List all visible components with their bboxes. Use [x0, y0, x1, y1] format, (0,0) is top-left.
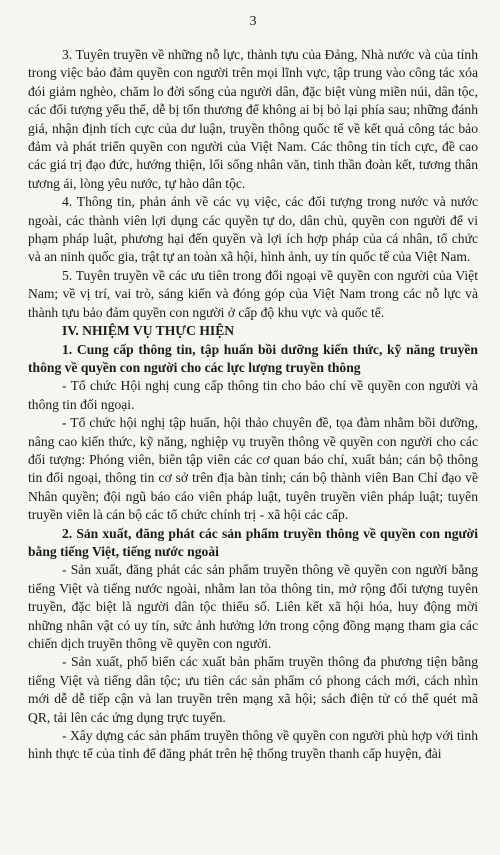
section-heading: IV. NHIỆM VỤ THỰC HIỆN — [62, 323, 235, 339]
subsection-2-paragraph: - Xây dựng các sản phẩm truyền thông về quyền con người phù hợp với tình hình thực tế của tỉnh để đăng phát trên hệ thống truyền thanh cấp huyện, đài — [28, 728, 478, 762]
paragraph-4: 4. Thông tin, phản ánh về các vụ việc, các đối tượng trong nước và nước ngoài, các thành viên lợi dụng các quyền tự do, dân chủ, quyền con người để vi phạm pháp luật, phương hại đến quyền và lợi ích hợp pháp của cá nhân, tổ chức và an ninh quốc gia, trật tự an toàn xã hội, hình ảnh, uy tín quốc tế của Việt Nam. — [28, 194, 478, 265]
paragraph-3: 3. Tuyên truyền về những nỗ lực, thành tựu của Đảng, Nhà nước và của tỉnh trong việc bảo đảm quyền con người trên mọi lĩnh vực, tập trung vào công tác xóa đói giảm nghèo, chăm lo đời sống của người dân, đặc biệt vùng miền núi, dân tộc, các đối tượng yếu thế, dễ bị tổn thương để không ai bị bỏ lại phía sau; những đánh giá, nhận định tích cực của dư luận, truyền thông quốc tế về kết quả công tác bảo đảm và phát triển quyền con người của Việt Nam. Các thông tin tích cực, đề cao các giá trị đạo đức, hướng thiện, lối sống nhân văn, tinh thần đoàn kết, tương thân tương ái, lòng yêu nước, tự hào dân tộc. — [28, 47, 478, 191]
subsection-2-paragraph: - Sản xuất, đăng phát các sản phẩm truyền thông về quyền con người bằng tiếng Việt và tiếng nước ngoài, nhằm lan tỏa thông tin, mở rộng đối tượng tuyên truyền, đặc biệt là người dân tộc thiểu số. Liên kết xã hội hóa, huy động mời những nhân vật có uy tín, sức ảnh hưởng lớn trong cộng đồng mạng tham gia các chiến dịch truyền thông về quyền con người. — [28, 562, 478, 651]
page-number: 3 — [249, 14, 257, 29]
subsection-1-paragraph: - Tổ chức Hội nghị cung cấp thông tin cho báo chí về quyền con người và thông tin đối ngoại. — [28, 378, 478, 412]
subsection-1-paragraph: - Tổ chức hội nghị tập huấn, hội thảo chuyên đề, tọa đàm nhằm bồi dưỡng, nâng cao kiến thức, kỹ năng, nghiệp vụ truyền thông về quyền con người cho các đối tượng: Phóng viên, biên tập viên các cơ quan báo chí, xuất bản; cán bộ thông tin đối ngoại, thông tin cơ sở trên địa bàn tỉnh; cán bộ thành viên Ban Chỉ đạo về Nhân quyền; đội ngũ báo cáo viên pháp luật, tuyên truyền viên pháp luật; tuyên truyền viên là cán bộ các tổ chức chính trị - xã hội các cấp. — [28, 415, 478, 523]
subsection-2-heading: 2. Sản xuất, đăng phát các sản phẩm truyền thông về quyền con người bằng tiếng Việt, tiếng nước ngoài — [28, 525, 478, 559]
subsection-2-paragraph: - Sản xuất, phổ biến các xuất bản phẩm truyền thông đa phương tiện bằng tiếng Việt và tiếng dân tộc; ưu tiên các sản phẩm có phong cách mới, cách nhìn mới dễ dễ tiếp cận và lan truyền trên mạng xã hội; sách điện tử có thể quét mã QR, tải lên các ứng dụng trực tuyến. — [28, 654, 478, 725]
subsection-1-heading: 1. Cung cấp thông tin, tập huấn bồi dưỡng kiến thức, kỹ năng truyền thông về quyền con người cho các lực lượng truyền thông — [28, 341, 478, 375]
paragraph-5: 5. Tuyên truyền về các ưu tiên trong đối ngoại về quyền con người của Việt Nam; về vị trí, vai trò, sáng kiến và đóng góp của Việt Nam trong các nỗ lực và thành tựu bảo đảm quyền con người ở cấp độ khu vực và quốc tế. — [28, 267, 478, 320]
